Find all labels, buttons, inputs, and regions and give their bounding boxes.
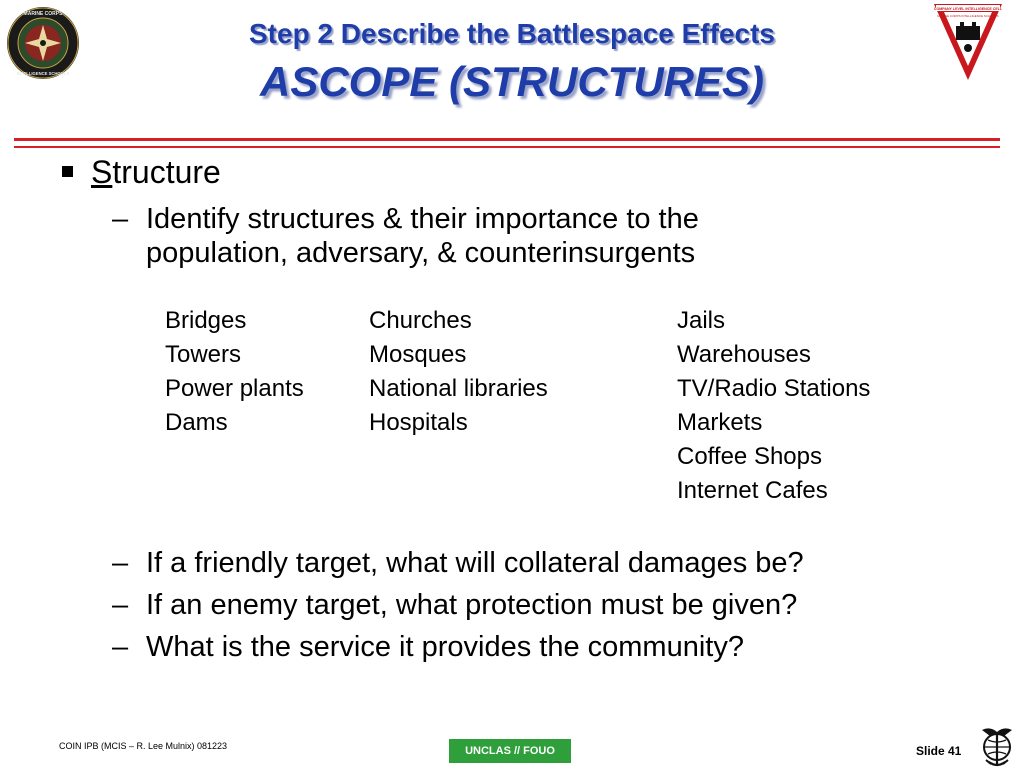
structure-item: Coffee Shops	[677, 443, 822, 470]
main-bullet	[62, 154, 221, 191]
sub-bullet-text: If an enemy target, what protection must be given?	[146, 589, 798, 621]
structure-item: Mosques	[369, 341, 467, 368]
sub-bullet-text-line1: Identify structures & their importance to the	[146, 203, 699, 235]
dash-bullet: –	[112, 203, 129, 235]
main-bullet-rest: tructure	[112, 154, 221, 190]
title-divider-bottom	[14, 146, 1000, 148]
main-bullet-initial: S	[91, 154, 113, 190]
dash-bullet: –	[112, 631, 129, 663]
structure-item: Internet Cafes	[677, 477, 828, 504]
structure-item: Dams	[165, 409, 228, 436]
structure-item: Jails	[677, 307, 726, 334]
structure-item: Warehouses	[677, 341, 811, 368]
structures-column-2	[369, 304, 548, 440]
sub-bullet-text: If a friendly target, what will collateral damages be?	[146, 547, 804, 579]
sub-bullet-text: What is the service it provides the community?	[146, 631, 744, 663]
square-bullet-icon	[62, 166, 73, 177]
structure-item: Hospitals	[369, 409, 468, 436]
svg-text:INTELLIGENCE SCHOOLS: INTELLIGENCE SCHOOLS	[16, 71, 70, 76]
dash-bullet: –	[112, 589, 129, 621]
structure-item: Bridges	[165, 307, 247, 334]
slide-title-line2: ASCOPE (STRUCTURES)	[259, 58, 765, 105]
slide-number: Slide 41	[916, 744, 962, 758]
sub-bullet-text-line2: population, adversary, & counterinsurgents	[146, 237, 696, 269]
structure-item: Markets	[677, 409, 763, 436]
structures-column-1	[165, 304, 304, 440]
svg-text:COMPANY LEVEL INTELLIGENCE CEL: COMPANY LEVEL INTELLIGENCE CELL	[933, 7, 1003, 11]
sub-bullet-enemy	[112, 588, 797, 622]
svg-text:MARINE CORPS INTELLIGENCE SCHO: MARINE CORPS INTELLIGENCE SCHOOLS	[937, 14, 999, 18]
structure-item: National libraries	[369, 375, 548, 402]
footer-source: COIN IPB (MCIS – R. Lee Mulnix) 081223	[59, 741, 228, 751]
sub-bullet-friendly	[112, 546, 804, 580]
slide-title-line1: Step 2 Describe the Battlespace Effects	[249, 18, 775, 49]
structures-column-3	[677, 304, 870, 508]
sub-bullet-identify	[112, 202, 699, 270]
svg-text:MARINE CORPS: MARINE CORPS	[23, 11, 63, 17]
sub-bullet-service	[112, 630, 744, 664]
structure-item: Power plants	[165, 375, 304, 402]
structure-item: Towers	[165, 341, 242, 368]
dash-bullet: –	[112, 547, 129, 579]
eagle-globe-anchor-icon	[974, 722, 1020, 768]
title-divider-top	[14, 138, 1000, 141]
classification-badge: UNCLAS // FOUO	[449, 739, 571, 763]
structure-item: Churches	[369, 307, 472, 334]
structure-item: TV/Radio Stations	[677, 375, 871, 402]
